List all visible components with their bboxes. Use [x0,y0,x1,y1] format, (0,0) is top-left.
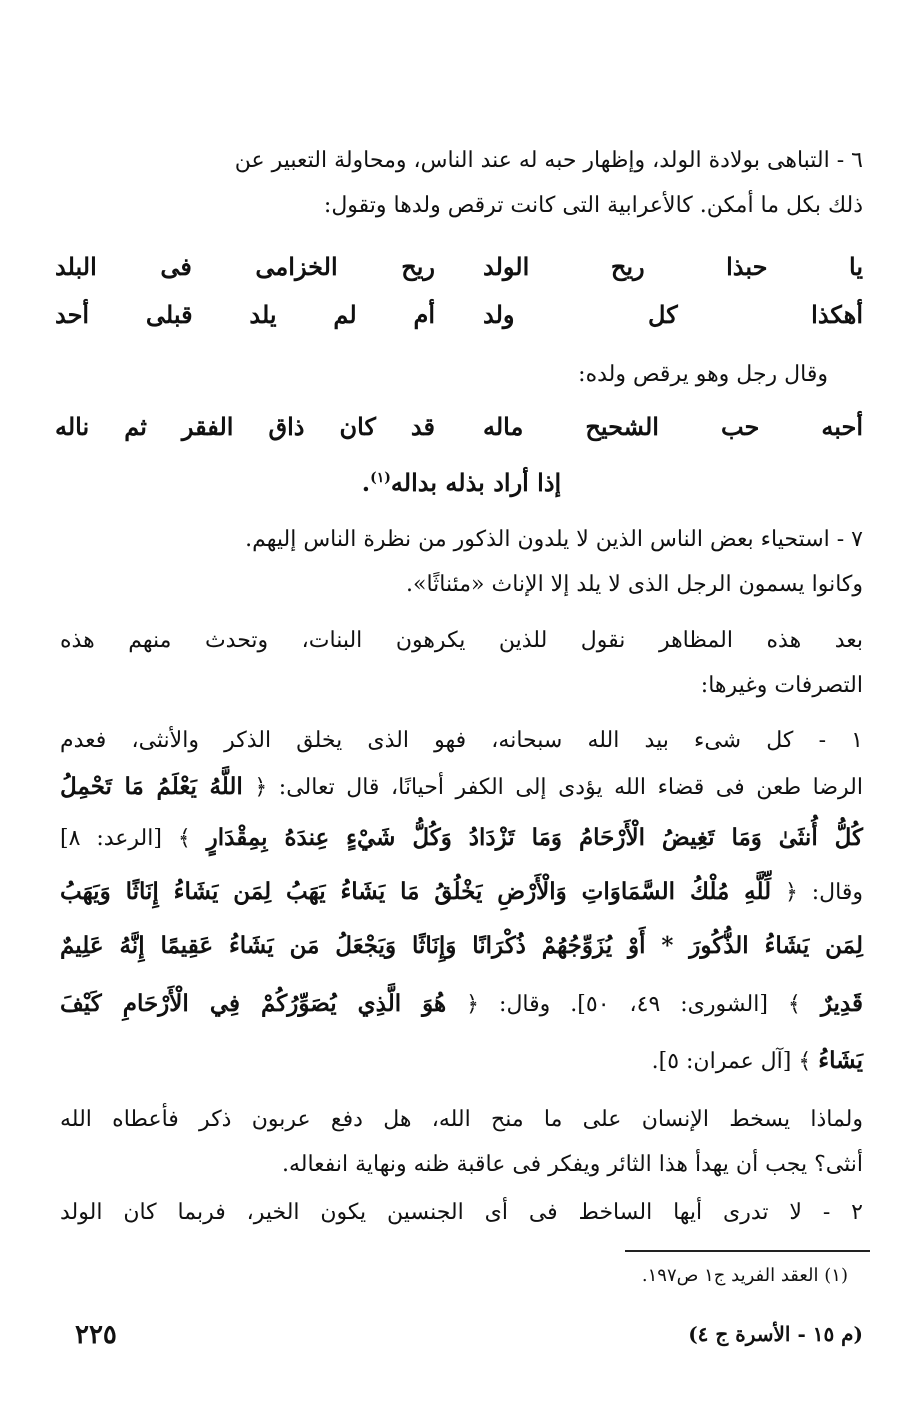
quran-verse: هُوَ الَّذِي يُصَوِّرُكُمْ فِي الْأَرْحَامِ كَيْفَ [60,990,447,1017]
why-line-2: أنثى؟ يجب أن يهدأ هذا الثائر ويفكر فى عاقبة ظنه ونهاية انفعاله. [281,1152,863,1177]
point-1-text: الرضا طعن فى قضاء الله يؤدى إلى الكفر أحيانًا، قال تعالى: ﴿ [254,775,863,800]
verse-reference: ﴾ [الشورى: ٤٩، ٥٠]. وقال: ﴿ [466,992,801,1017]
quran-verse: لِمَن يَشَاءُ الذُّكُورَ * أَوْ يُزَوِّجُهُمْ ذُكْرَانًا وَإِنَاثًا وَيَجْعَلُ مَن يَشَاءُ عَقِيمًا إِنَّهُ عَلِيمٌ [60,932,863,959]
footnote: (١) العقد الفريد ج١ ص١٩٧. [641,1265,848,1286]
para-7-line-1: ٧ - استحياء بعض الناس الذين لا يلدون الذكور من نظرة الناس إليهم. [245,527,863,552]
hemistich-right: أحبه حب الشحيح ماله [483,412,863,441]
quran-verse: اللَّهُ يَعْلَمُ مَا تَحْمِلُ [60,773,243,800]
verse-reference: ﴾ [الرعد: ٨] [60,826,191,851]
hemistich-right: أهكذا كل ولد [483,300,863,329]
quran-verse: قَدِيرٌ [820,990,864,1017]
hemistich-center: إذا أراد بذله بداله [390,468,562,497]
footnote-ref: (١) [370,470,391,486]
point-1-line-7 [60,1047,863,1074]
point-1-text: وقال: ﴿ [784,880,863,905]
hemistich-left: قد كان ذاق الفقر ثم ناله [55,412,435,441]
point-1-line-1: ١ - كل شىء بيد الله سبحانه، فهو الذى يخلق الذكر والأنثى، فعدم [60,728,863,753]
point-1-line-6 [60,990,863,1017]
poem-2-verse-1 [55,412,863,454]
why-line-1: ولماذا يسخط الإنسان على ما منح الله، هل دفع عربون ذكر فأعطاه الله [60,1107,863,1132]
point-2-line-1: ٢ - لا تدرى أيها الساخط فى أى الجنسين يكون الخير، فربما كان الولد [60,1200,863,1225]
quran-verse: كُلُّ أُنثَىٰ وَمَا تَغِيضُ الْأَرْحَامُ وَمَا تَزْدَادُ وَكُلُّ شَيْءٍ عِندَهُ بِمِقْدَارٍ [206,824,863,851]
hemistich-left: أم لم يلد قبلى أحد [55,300,435,329]
point-1-line-3 [60,824,863,851]
verse-end: . [361,468,371,497]
para-6-line-1: ٦ - التباهى بولادة الولد، وإظهار حبه له عند الناس، ومحاولة التعبير عن [234,148,863,173]
signature-mark: (م ١٥ - الأسرة ج ٤) [688,1322,863,1346]
point-1-line-5 [60,932,863,959]
point-1-line-2 [60,773,863,800]
hemistich-left: ريح الخزامى فى البلد [55,252,435,281]
verse-reference: ﴾ [آل عمران: ٥]. [651,1049,812,1074]
para-7-line-2: وكانوا يسمون الرجل الذى لا يلد إلا الإناث «مئناثًا». [406,572,863,597]
poem-1-verse-2 [55,300,863,342]
quran-verse: يَشَاءُ [818,1047,863,1074]
poem-2-verse-2 [60,468,863,497]
poem-1-verse-1 [55,252,863,294]
point-1-line-4 [60,878,863,905]
page-number: ٢٢٥ [75,1320,117,1350]
hemistich-right: يا حبذا ريح الولد [483,252,863,281]
transition-line-2: التصرفات وغيرها: [700,673,863,698]
poem-2-intro: وقال رجل وهو يرقص ولده: [578,362,828,387]
transition-line-1: بعد هذه المظاهر نقول للذين يكرهون البنات، وتحدث منهم هذه [60,628,863,653]
para-6-line-2: ذلك بكل ما أمكن. كالأعرابية التى كانت ترقص ولدها وتقول: [323,193,863,218]
quran-verse: لِّلَّهِ مُلْكُ السَّمَاوَاتِ وَالْأَرْضِ يَخْلُقُ مَا يَشَاءُ يَهَبُ لِمَن يَشَاءُ إِنَاثًا وَيَهَبُ [60,878,772,905]
footnote-rule [625,1250,870,1252]
